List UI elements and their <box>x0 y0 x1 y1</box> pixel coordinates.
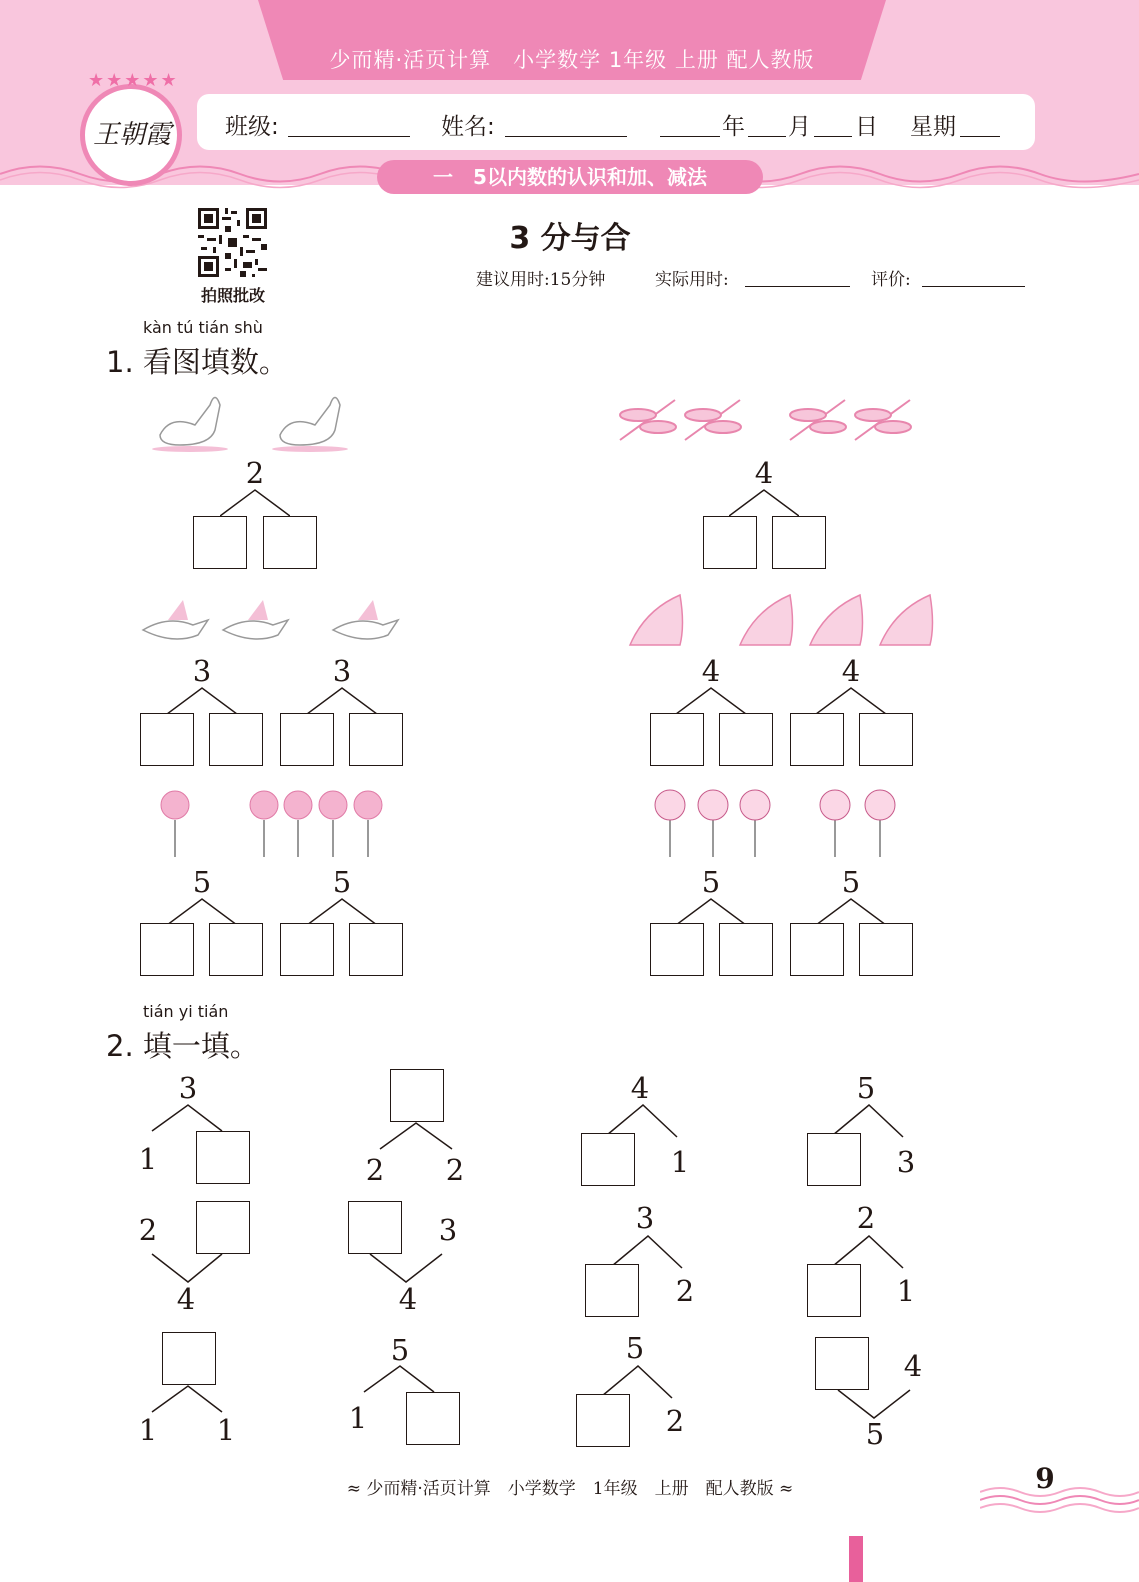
page-edge-marker <box>849 1536 863 1582</box>
split-branch <box>150 1103 230 1133</box>
answer-box[interactable] <box>263 516 317 569</box>
answer-box[interactable] <box>772 516 826 569</box>
actual-time-label: 实际用时: <box>655 270 729 290</box>
q2-pinyin: tián yi tián <box>143 1002 229 1021</box>
star-icon: ★★★★★ <box>88 70 179 91</box>
split-branch <box>816 686 886 716</box>
butterfly-icon <box>625 590 940 650</box>
split-part: 1 <box>138 1413 158 1447</box>
split-branch <box>150 1384 230 1414</box>
split-total: 5 <box>701 865 721 899</box>
split-branch <box>307 686 377 716</box>
answer-box[interactable] <box>790 713 844 766</box>
split-total: 5 <box>192 865 212 899</box>
year-field[interactable] <box>660 110 720 137</box>
split-total: 4 <box>841 654 861 688</box>
page-number: 9 <box>1035 1462 1055 1495</box>
split-total: 4 <box>630 1071 650 1105</box>
answer-box[interactable] <box>349 713 403 766</box>
name-field[interactable] <box>505 110 627 137</box>
split-part: 3 <box>896 1145 916 1179</box>
split-part: 2 <box>675 1274 695 1308</box>
qr-caption: 拍照批改 <box>200 286 265 305</box>
evaluation-field[interactable] <box>922 268 1025 287</box>
swan-icon <box>150 385 360 455</box>
weekday-label: 星期 <box>910 114 956 140</box>
month-field[interactable] <box>748 110 786 137</box>
answer-box[interactable] <box>193 516 247 569</box>
lesson-title: 3 分与合 <box>509 221 631 256</box>
split-part: 1 <box>216 1413 236 1447</box>
answer-box[interactable] <box>719 923 773 976</box>
split-part: 1 <box>348 1401 368 1435</box>
split-part: 2 <box>138 1213 158 1247</box>
answer-box[interactable] <box>581 1133 635 1186</box>
flower-icon <box>150 785 390 860</box>
answer-box[interactable] <box>859 923 913 976</box>
answer-box[interactable] <box>815 1337 869 1390</box>
q1-title: 1. 看图填数。 <box>106 345 288 379</box>
answer-box[interactable] <box>209 923 263 976</box>
split-total: 3 <box>192 654 212 688</box>
actual-time-field[interactable] <box>745 268 850 287</box>
answer-box[interactable] <box>209 713 263 766</box>
answer-box[interactable] <box>196 1201 250 1254</box>
footer-series: ≈ 少而精·活页计算 小学数学 1年级 上册 配人教版 ≈ <box>346 1479 794 1499</box>
merge-branch <box>150 1252 230 1284</box>
split-total: 3 <box>635 1201 655 1235</box>
bird-icon <box>138 595 408 650</box>
split-total: 5 <box>856 1071 876 1105</box>
suggested-time: 建议用时:15分钟 <box>476 270 606 290</box>
answer-box[interactable] <box>703 516 757 569</box>
split-part: 2 <box>365 1153 385 1187</box>
split-part: 2 <box>665 1404 685 1438</box>
split-total: 5 <box>841 865 861 899</box>
answer-box[interactable] <box>390 1069 444 1122</box>
split-part: 1 <box>138 1142 158 1176</box>
split-total: 4 <box>754 456 774 490</box>
class-label: 班级: <box>225 114 279 140</box>
class-field[interactable] <box>288 110 410 137</box>
split-part: 1 <box>670 1145 690 1179</box>
merge-total: 5 <box>865 1417 885 1451</box>
answer-box[interactable] <box>196 1131 250 1184</box>
month-label: 月 <box>788 114 811 140</box>
answer-box[interactable] <box>280 923 334 976</box>
split-part: 3 <box>438 1213 458 1247</box>
q1-pinyin: kàn tú tián shù <box>143 318 263 337</box>
answer-box[interactable] <box>140 713 194 766</box>
split-part: 1 <box>896 1274 916 1308</box>
chapter-banner: 一 5以内数的认识和加、减法 <box>377 160 763 194</box>
q2-title: 2. 填一填。 <box>106 1029 259 1063</box>
answer-box[interactable] <box>650 713 704 766</box>
qr-code-icon[interactable] <box>195 205 270 280</box>
answer-box[interactable] <box>650 923 704 976</box>
answer-box[interactable] <box>280 713 334 766</box>
split-total: 5 <box>390 1333 410 1367</box>
answer-box[interactable] <box>859 713 913 766</box>
day-label: 日 <box>855 114 878 140</box>
split-part: 4 <box>903 1349 923 1383</box>
name-label: 姓名: <box>441 114 495 140</box>
dragonfly-icon <box>615 390 915 450</box>
answer-box[interactable] <box>406 1392 460 1445</box>
merge-total: 4 <box>176 1282 196 1316</box>
answer-box[interactable] <box>807 1264 861 1317</box>
split-branch <box>729 488 799 518</box>
merge-total: 4 <box>398 1282 418 1316</box>
answer-box[interactable] <box>576 1394 630 1447</box>
answer-box[interactable] <box>719 713 773 766</box>
merge-branch <box>368 1252 448 1284</box>
split-total: 5 <box>332 865 352 899</box>
split-branch <box>167 686 237 716</box>
split-total: 4 <box>701 654 721 688</box>
split-part: 2 <box>445 1153 465 1187</box>
weekday-field[interactable] <box>960 110 1000 137</box>
split-branch <box>676 686 746 716</box>
evaluation-label: 评价: <box>871 270 911 290</box>
split-total: 2 <box>245 456 265 490</box>
split-branch <box>220 488 290 518</box>
answer-box[interactable] <box>807 1133 861 1186</box>
merge-branch <box>836 1388 916 1420</box>
answer-box[interactable] <box>162 1332 216 1385</box>
split-total: 3 <box>332 654 352 688</box>
answer-box[interactable] <box>790 923 844 976</box>
answer-box[interactable] <box>585 1264 639 1317</box>
logo-text: 王朝霞 <box>92 120 171 150</box>
year-label: 年 <box>722 114 745 140</box>
answer-box[interactable] <box>140 923 194 976</box>
daisy-icon <box>650 785 900 860</box>
answer-box[interactable] <box>348 1201 402 1254</box>
series-title: 少而精·活页计算 小学数学 1年级 上册 配人教版 <box>329 48 815 72</box>
split-total: 5 <box>625 1331 645 1365</box>
day-field[interactable] <box>814 110 852 137</box>
split-branch <box>362 1364 442 1394</box>
split-total: 3 <box>178 1071 198 1105</box>
answer-box[interactable] <box>349 923 403 976</box>
split-branch <box>378 1121 458 1151</box>
split-total: 2 <box>856 1201 876 1235</box>
